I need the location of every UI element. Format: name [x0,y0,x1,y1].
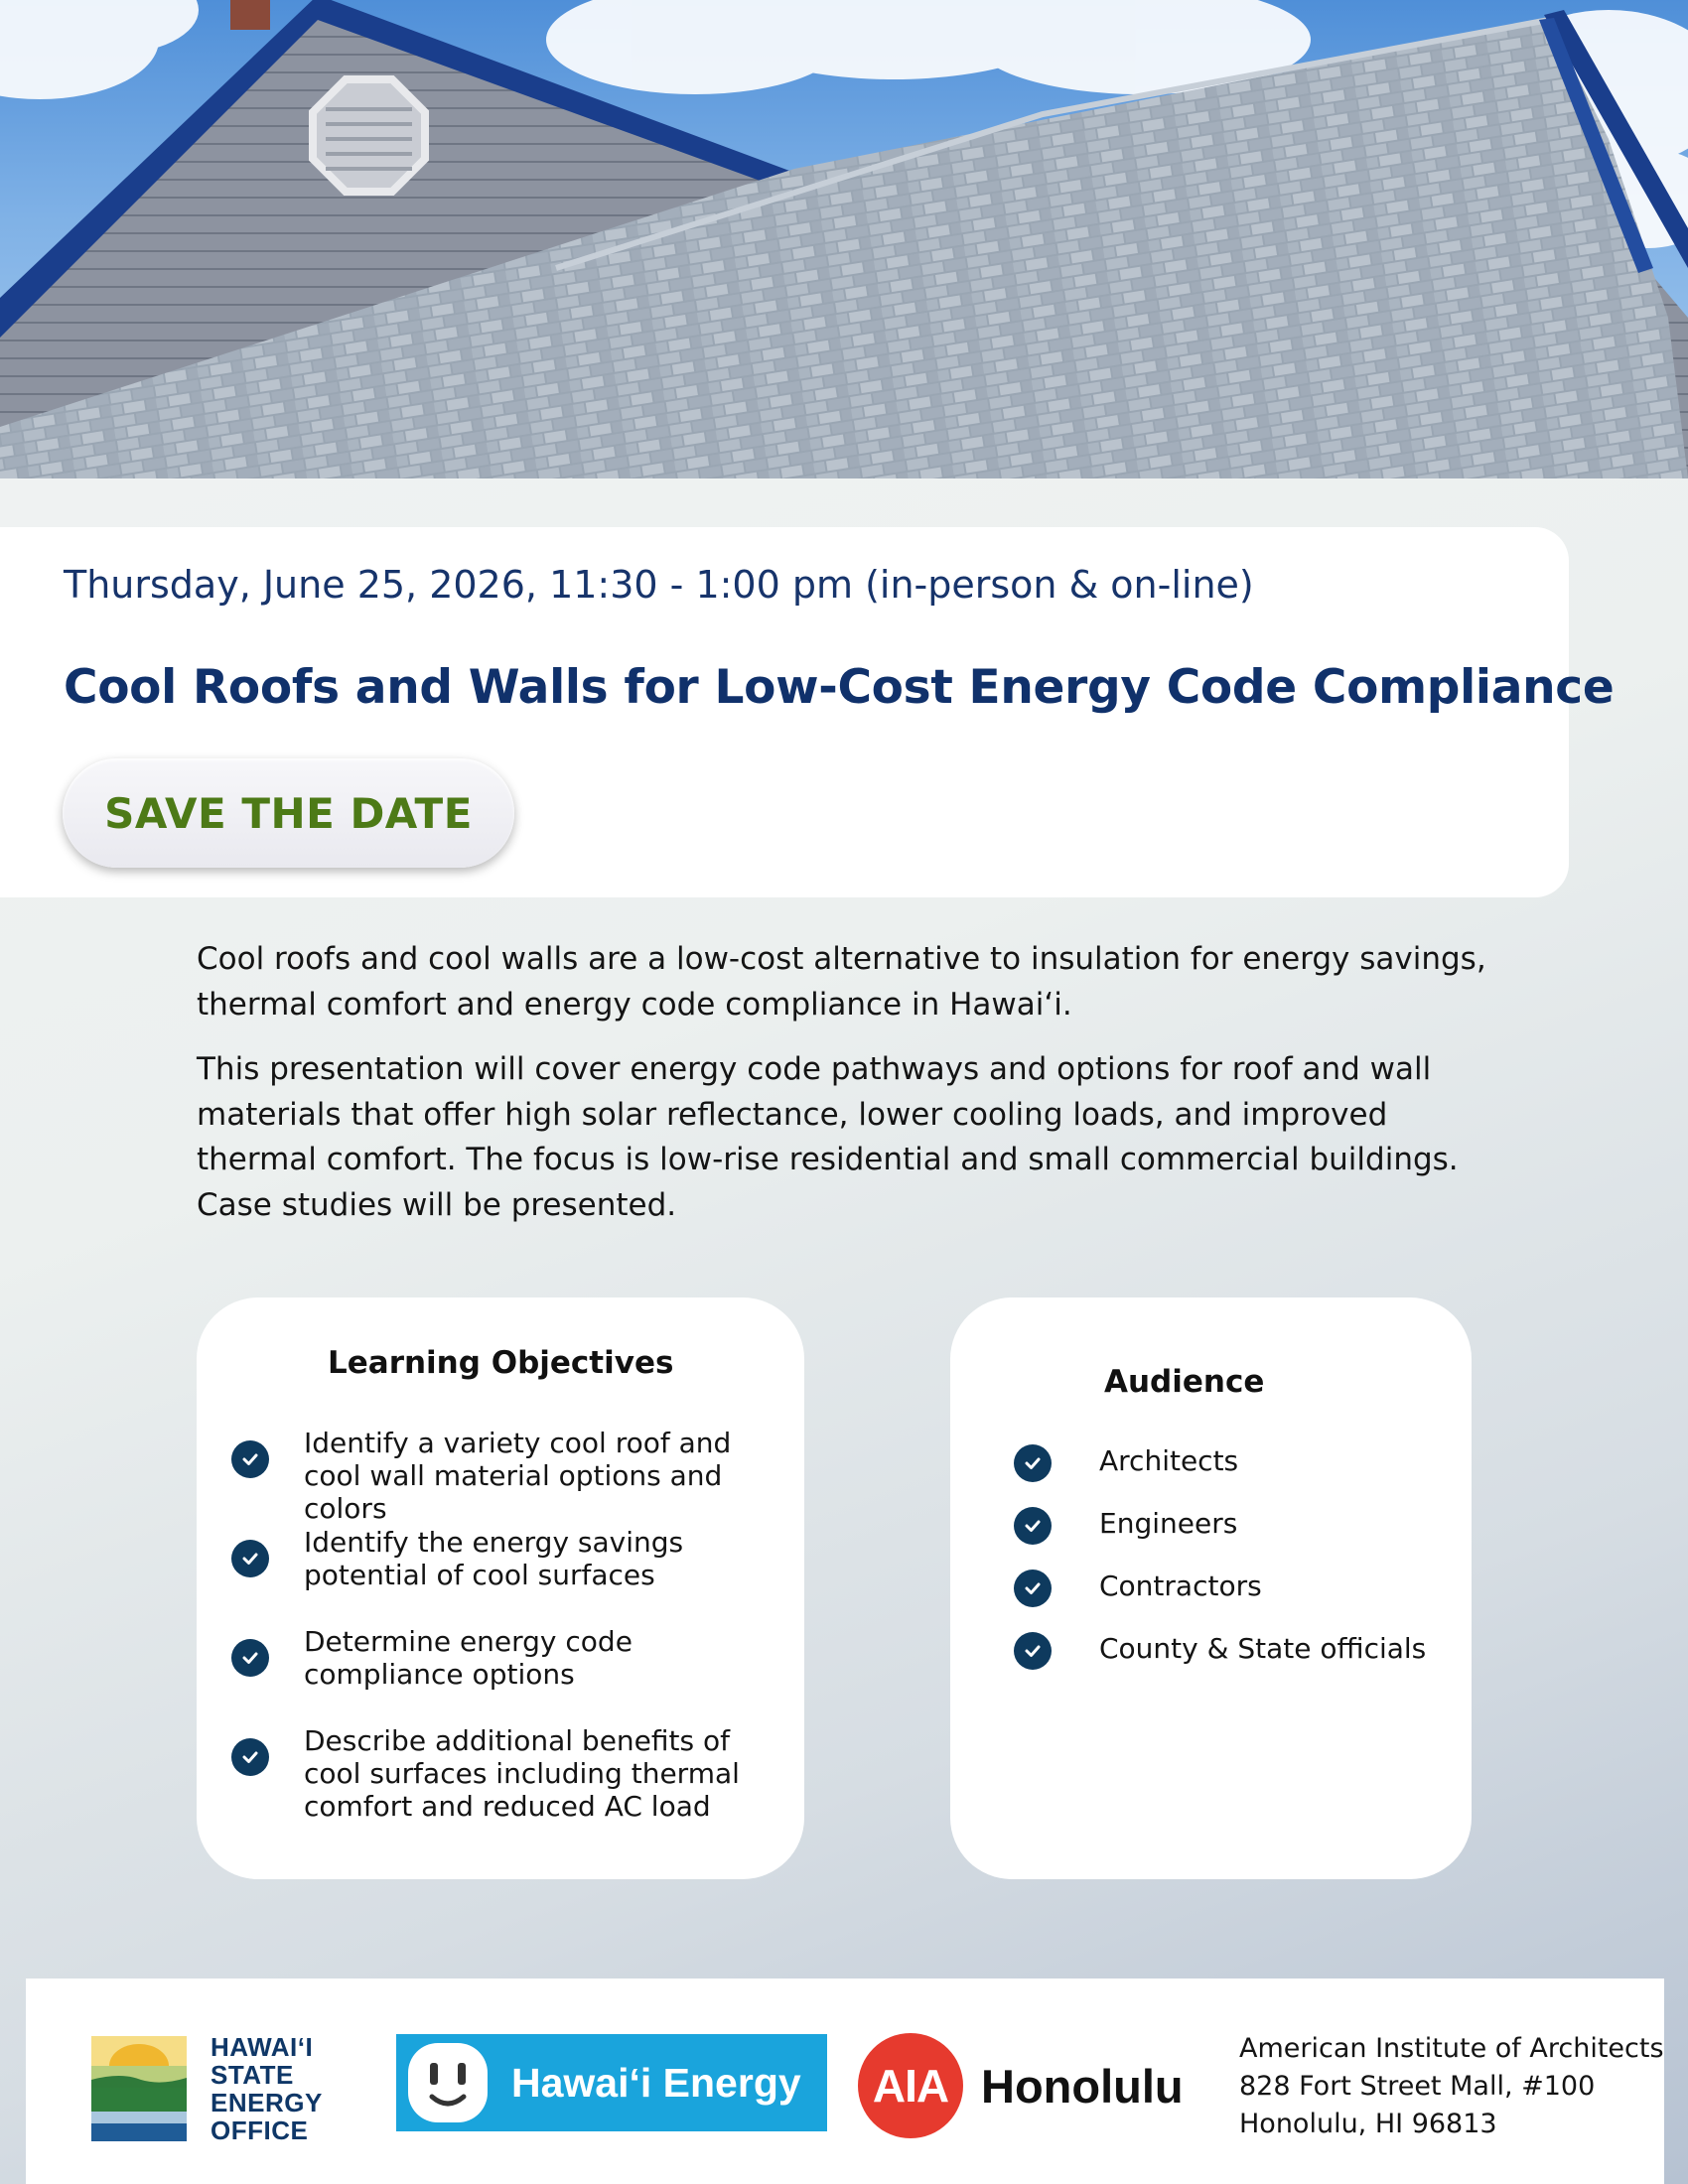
event-title: Cool Roofs and Walls for Low-Cost Energy Code Compliance [64,660,1615,715]
list-item [1014,1507,1237,1545]
aia-mark: AIA [858,2033,963,2138]
check-circle-icon [231,1440,269,1478]
aia-address [1239,2030,1664,2143]
heo-wordmark [211,2033,323,2144]
list-item [231,1625,787,1691]
list-item [1014,1570,1262,1607]
objective-text: Describe additional benefits of cool surfaces including thermal comfort and reduced AC load [304,1724,740,1823]
objective-text: Determine energy code compliance options [304,1625,633,1691]
hawaii-state-energy-office-logo [91,2033,323,2144]
address-line: 828 Fort Street Mall, #100 [1239,2071,1596,2102]
audience-text: Engineers [1099,1507,1238,1540]
event-date: Thursday, June 25, 2026, 11:30 - 1:00 pm (in-person & on-line) [64,563,1254,607]
list-item [231,1526,787,1591]
list-item [1014,1632,1426,1670]
address-line: American Institute of Architects [1239,2033,1664,2064]
list-item [231,1724,787,1823]
heo-line: HAWAI‘I [211,2032,314,2062]
hawaii-energy-wordmark: Hawai‘i Energy [511,2059,801,2106]
check-circle-icon [1014,1632,1052,1670]
audience-text: Architects [1099,1444,1239,1477]
event-description [197,937,1487,1228]
aia-wordmark: Honolulu [981,2059,1184,2113]
aia-honolulu-logo [858,2033,1184,2138]
check-circle-icon [1014,1507,1052,1545]
check-circle-icon [1014,1444,1052,1482]
heo-landscape-icon [91,2036,187,2141]
learning-objectives-heading: Learning Objectives [328,1345,674,1381]
check-circle-icon [231,1738,269,1776]
audience-text: Contractors [1099,1570,1262,1602]
address-line: Honolulu, HI 96813 [1239,2109,1497,2139]
audience-heading: Audience [1104,1364,1265,1400]
hero-roof-image [0,0,1688,478]
sponsor-footer [26,1979,1664,2184]
description-paragraph: This presentation will cover energy code pathways and options for roof and wall materials that offer high solar reflectance, lower cooling loads, and improved thermal comfort. The focus is low-rise residential and small commercial buildings. Case studies will be presented. [197,1051,1459,1223]
check-circle-icon [231,1639,269,1677]
list-item [231,1427,787,1525]
check-circle-icon [231,1540,269,1577]
description-paragraph: Cool roofs and cool walls are a low-cost alternative to insulation for energy savings, thermal comfort and energy code compliance in Hawai‘i. [197,941,1486,1023]
check-circle-icon [1014,1570,1052,1607]
save-the-date-badge: SAVE THE DATE [63,758,514,868]
list-item [1014,1444,1238,1482]
objective-text: Identify the energy savings potential of cool surfaces [304,1526,684,1591]
audience-card [950,1297,1472,1879]
objective-text: Identify a variety cool roof and cool wall material options and colors [304,1427,732,1525]
audience-text: County & State officials [1099,1632,1427,1665]
heo-line: ENERGY [211,2088,323,2117]
heo-line: STATE [211,2060,294,2090]
roof-illustration [0,0,1688,478]
heo-line: OFFICE [211,2116,309,2145]
hawaii-energy-logo [396,2034,827,2131]
event-card [0,527,1615,897]
outlet-face-icon [406,2041,490,2124]
learning-objectives-card [197,1297,804,1879]
